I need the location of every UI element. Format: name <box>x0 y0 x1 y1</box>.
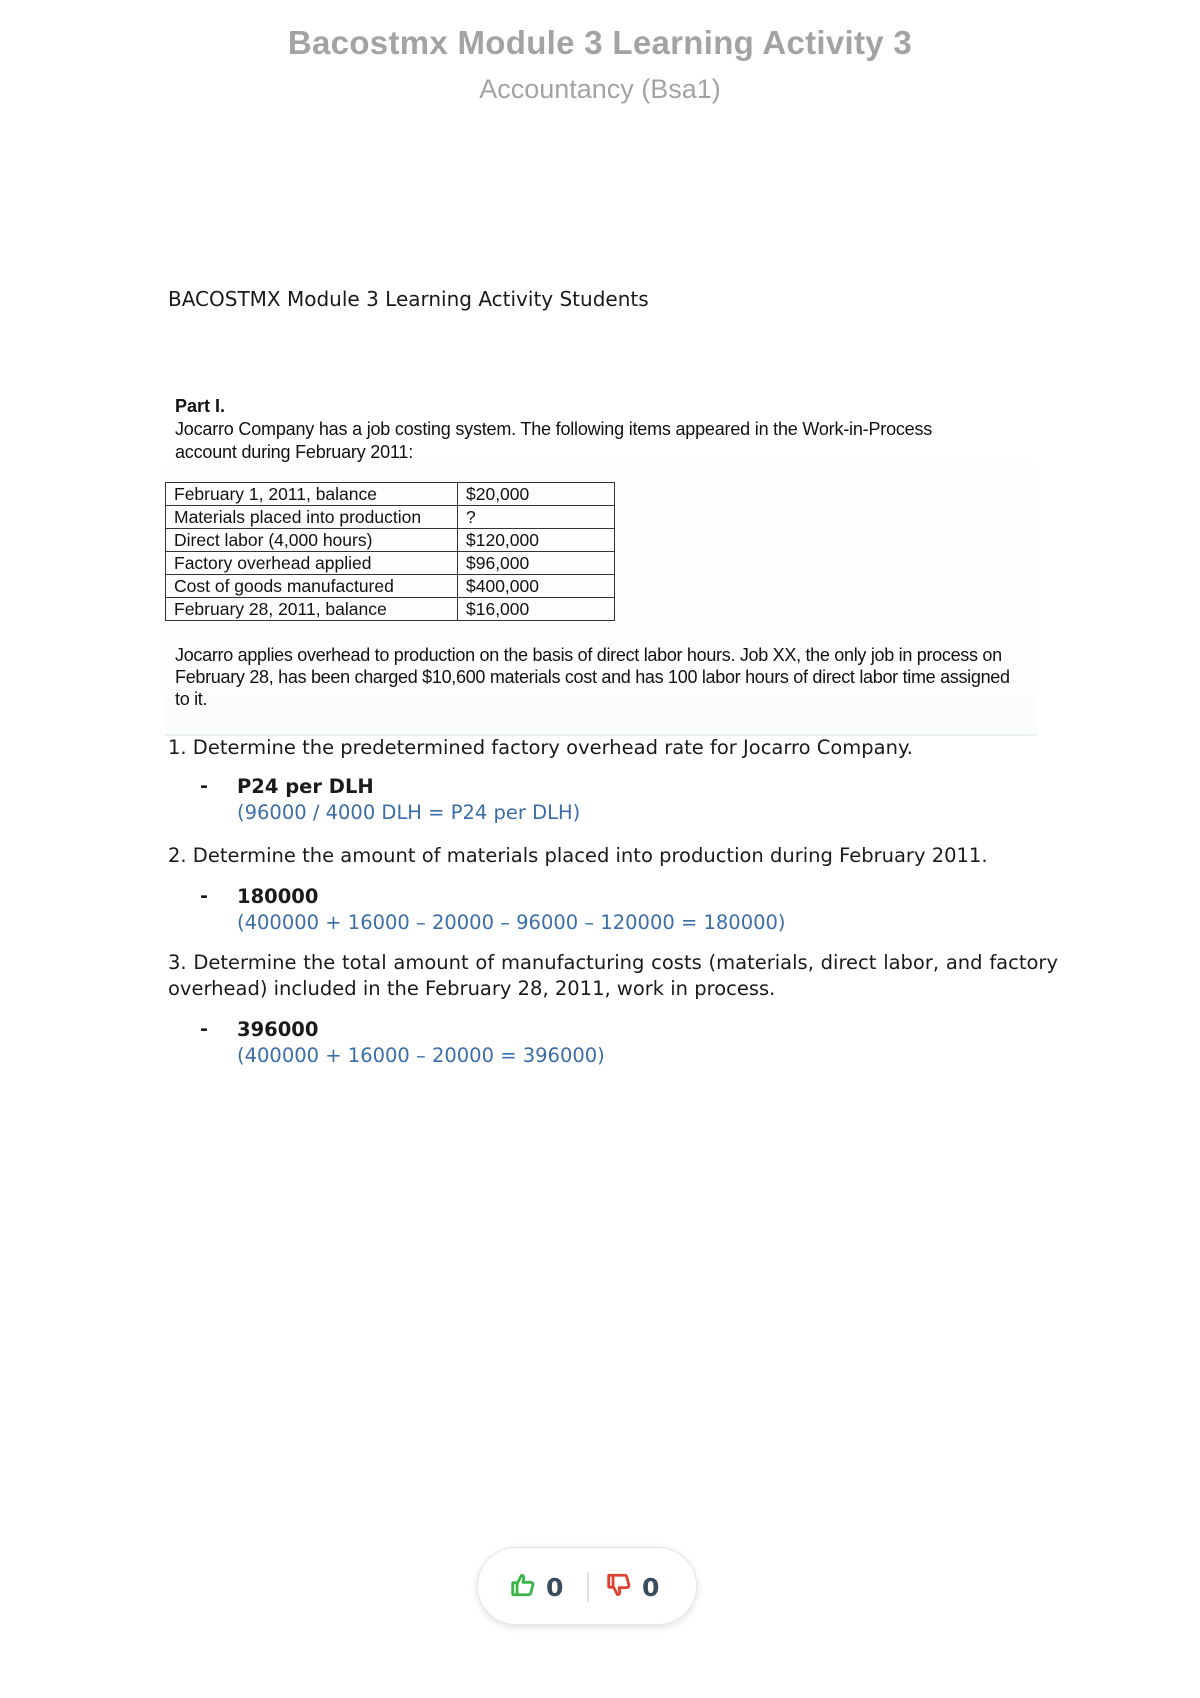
row-label: February 28, 2011, balance <box>166 598 458 621</box>
upvote-count: 0 <box>546 1572 564 1602</box>
bullet-dash: - <box>200 1018 208 1040</box>
part-label: Part I. <box>175 396 226 416</box>
thumbs-down-icon <box>606 1572 632 1602</box>
row-value: $20,000 <box>458 483 615 506</box>
downvote-count: 0 <box>642 1572 660 1602</box>
table-row <box>166 598 615 621</box>
problem-note: Jocarro applies overhead to production on the basis of direct labor hours. Job XX, the only job in process on February 28, has been charged $10,600 materials cost and has 100 labor hours of direct labor time assigned to it. <box>175 645 1010 709</box>
row-label: February 1, 2011, balance <box>166 483 458 506</box>
bullet-dash: - <box>200 775 208 797</box>
row-label: Direct labor (4,000 hours) <box>166 529 458 552</box>
table-row <box>166 552 615 575</box>
problem-intro: Jocarro Company has a job costing system. The following items appeared in the Work-in-Process account during February 2011: <box>175 419 933 462</box>
section-heading: BACOSTMX Module 3 Learning Activity Students <box>168 287 649 311</box>
table-row <box>166 529 615 552</box>
row-value: $400,000 <box>458 575 615 598</box>
answer-value: P24 per DLH <box>237 775 374 798</box>
upvote-button[interactable] <box>510 1570 563 1604</box>
problem-image <box>165 392 1037 736</box>
downvote-button[interactable] <box>606 1570 659 1604</box>
question-3: 3. Determine the total amount of manufacturing costs (materials, direct labor, and factory overhead) included in the February 28, 2011, work in process. <box>168 951 1058 1000</box>
table-row <box>166 575 615 598</box>
answer-value: 396000 <box>237 1018 319 1041</box>
document-title: Bacostmx Module 3 Learning Activity 3 <box>287 24 913 61</box>
table-row <box>166 483 615 506</box>
question-1: 1. Determine the predetermined factory overhead rate for Jocarro Company. <box>168 736 913 759</box>
answer-value: 180000 <box>237 885 319 908</box>
wip-account-table <box>165 482 615 621</box>
row-label: Materials placed into production <box>166 506 458 529</box>
row-label: Cost of goods manufactured <box>166 575 458 598</box>
vote-bar <box>477 1547 697 1625</box>
row-value: ? <box>458 506 615 529</box>
row-value: $16,000 <box>458 598 615 621</box>
answer-computation: (96000 / 4000 DLH = P24 per DLH) <box>237 801 581 824</box>
vote-divider <box>587 1572 589 1602</box>
document-subtitle: Accountancy (Bsa1) <box>479 74 721 104</box>
answer-computation: (400000 + 16000 – 20000 – 96000 – 120000 = 180000) <box>237 911 786 934</box>
row-label: Factory overhead applied <box>166 552 458 575</box>
table-row <box>166 506 615 529</box>
row-value: $96,000 <box>458 552 615 575</box>
bullet-dash: - <box>200 885 208 907</box>
answer-computation: (400000 + 16000 – 20000 = 396000) <box>237 1044 605 1067</box>
row-value: $120,000 <box>458 529 615 552</box>
question-2: 2. Determine the amount of materials placed into production during February 2011. <box>168 844 988 867</box>
thumbs-up-icon <box>510 1572 536 1602</box>
